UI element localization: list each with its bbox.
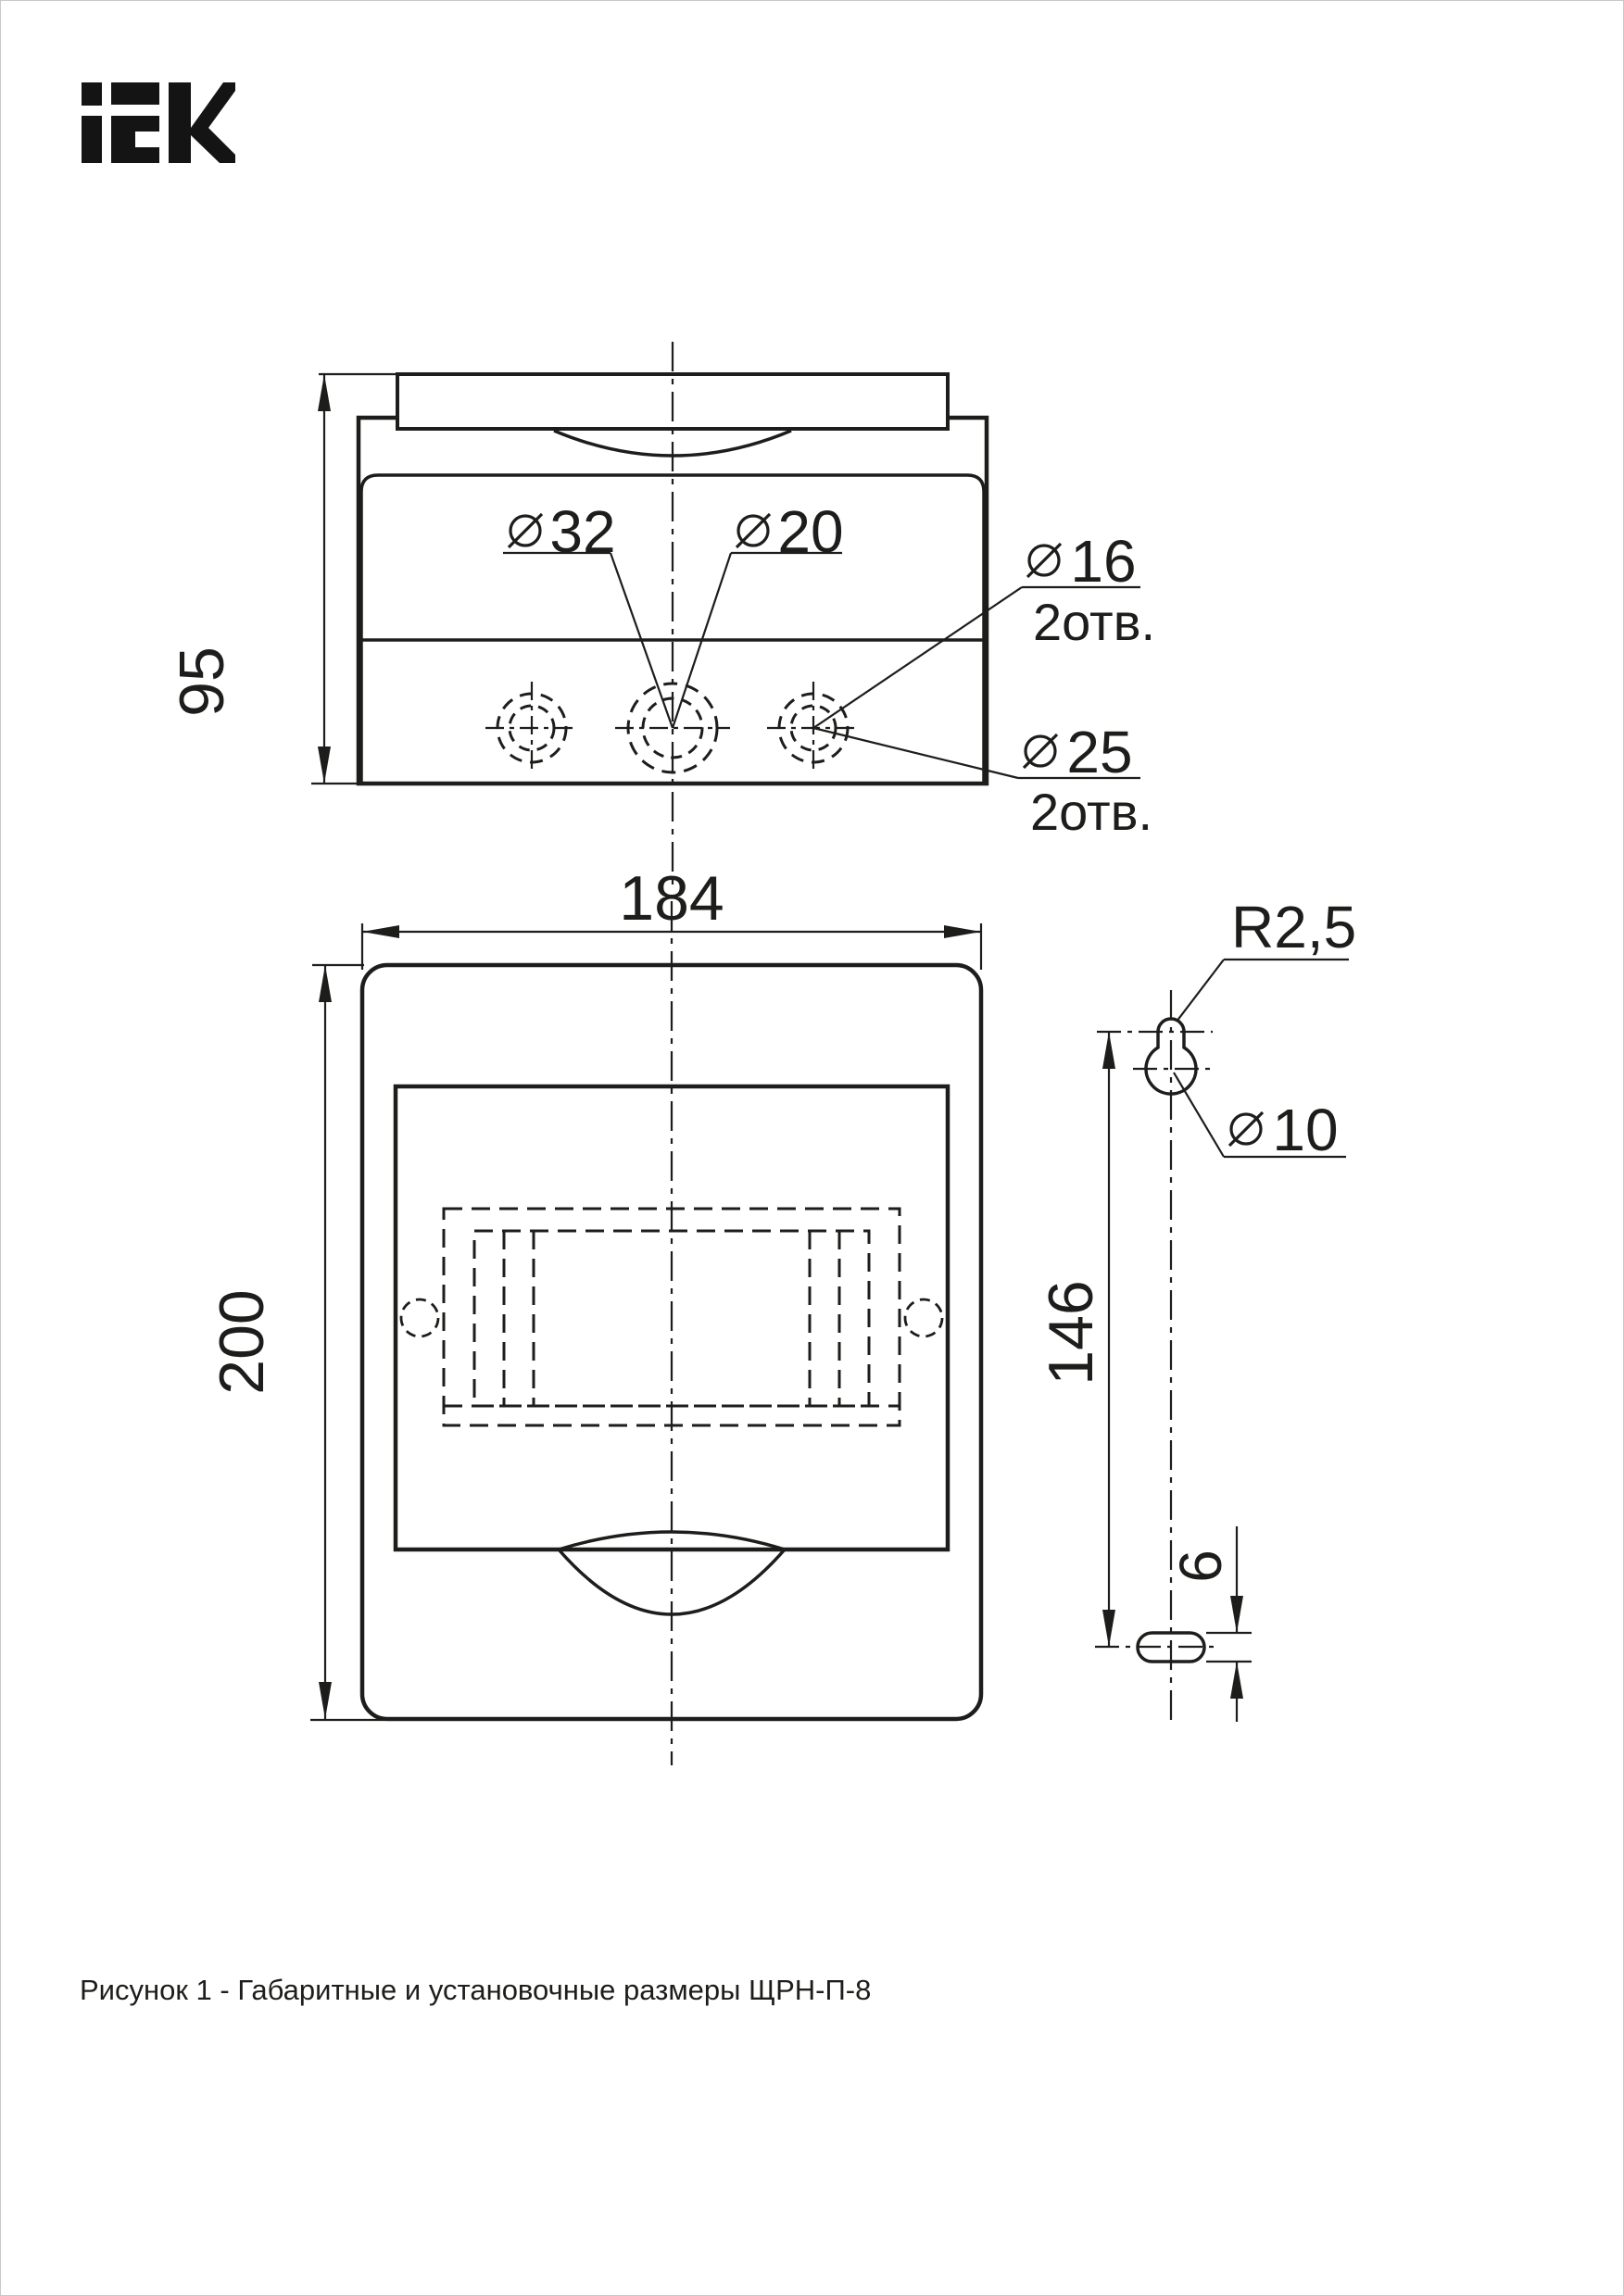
technical-drawing bbox=[1, 1, 1624, 2296]
hole-leaders bbox=[503, 553, 1140, 778]
front-view-screw-left bbox=[401, 1299, 438, 1336]
radius-label: R2,5 bbox=[1231, 894, 1357, 960]
dia-25-note: 2отв. bbox=[1029, 783, 1153, 841]
iek-logo bbox=[82, 82, 235, 163]
logo-k-stem bbox=[169, 82, 191, 163]
dia-16-note: 2отв. bbox=[1032, 593, 1156, 651]
mount-detail bbox=[1095, 960, 1349, 1725]
front-view bbox=[310, 901, 981, 1765]
figure-caption: Рисунок 1 - Габаритные и установочные размеры ЩРН-П-8 bbox=[80, 1974, 872, 2006]
dim-200-label: 200 bbox=[206, 1289, 277, 1395]
logo-i-stem bbox=[82, 116, 102, 163]
top-view bbox=[311, 342, 1140, 888]
dia-10-label: 10 bbox=[1272, 1097, 1339, 1163]
diameter-icon-25 bbox=[1024, 734, 1057, 768]
dim-184-label: 184 bbox=[619, 863, 724, 934]
dia-16-label: 16 bbox=[1070, 528, 1137, 595]
diameter-icon-16 bbox=[1027, 544, 1061, 577]
logo-i-dot bbox=[82, 82, 102, 106]
dia-32-label: 32 bbox=[549, 498, 616, 565]
dia-20-label: 20 bbox=[777, 498, 844, 565]
dim-6-label: 6 bbox=[1166, 1549, 1234, 1583]
dim-200 bbox=[310, 965, 386, 1720]
knockout-hole-left bbox=[485, 682, 578, 774]
dim-95-label: 95 bbox=[166, 646, 237, 717]
dim-146-label: 146 bbox=[1035, 1280, 1106, 1386]
logo-e-body bbox=[111, 116, 159, 163]
logo-k-upper bbox=[191, 82, 235, 128]
logo-k-lower bbox=[191, 128, 235, 163]
dim-95 bbox=[311, 374, 397, 784]
diameter-icon-32 bbox=[509, 514, 542, 547]
diameter-icon-20 bbox=[736, 514, 770, 547]
front-view-screw-right bbox=[905, 1299, 942, 1336]
logo-e-top bbox=[111, 82, 159, 105]
diameter-icon-10 bbox=[1229, 1112, 1263, 1146]
dia-25-label: 25 bbox=[1066, 719, 1133, 785]
